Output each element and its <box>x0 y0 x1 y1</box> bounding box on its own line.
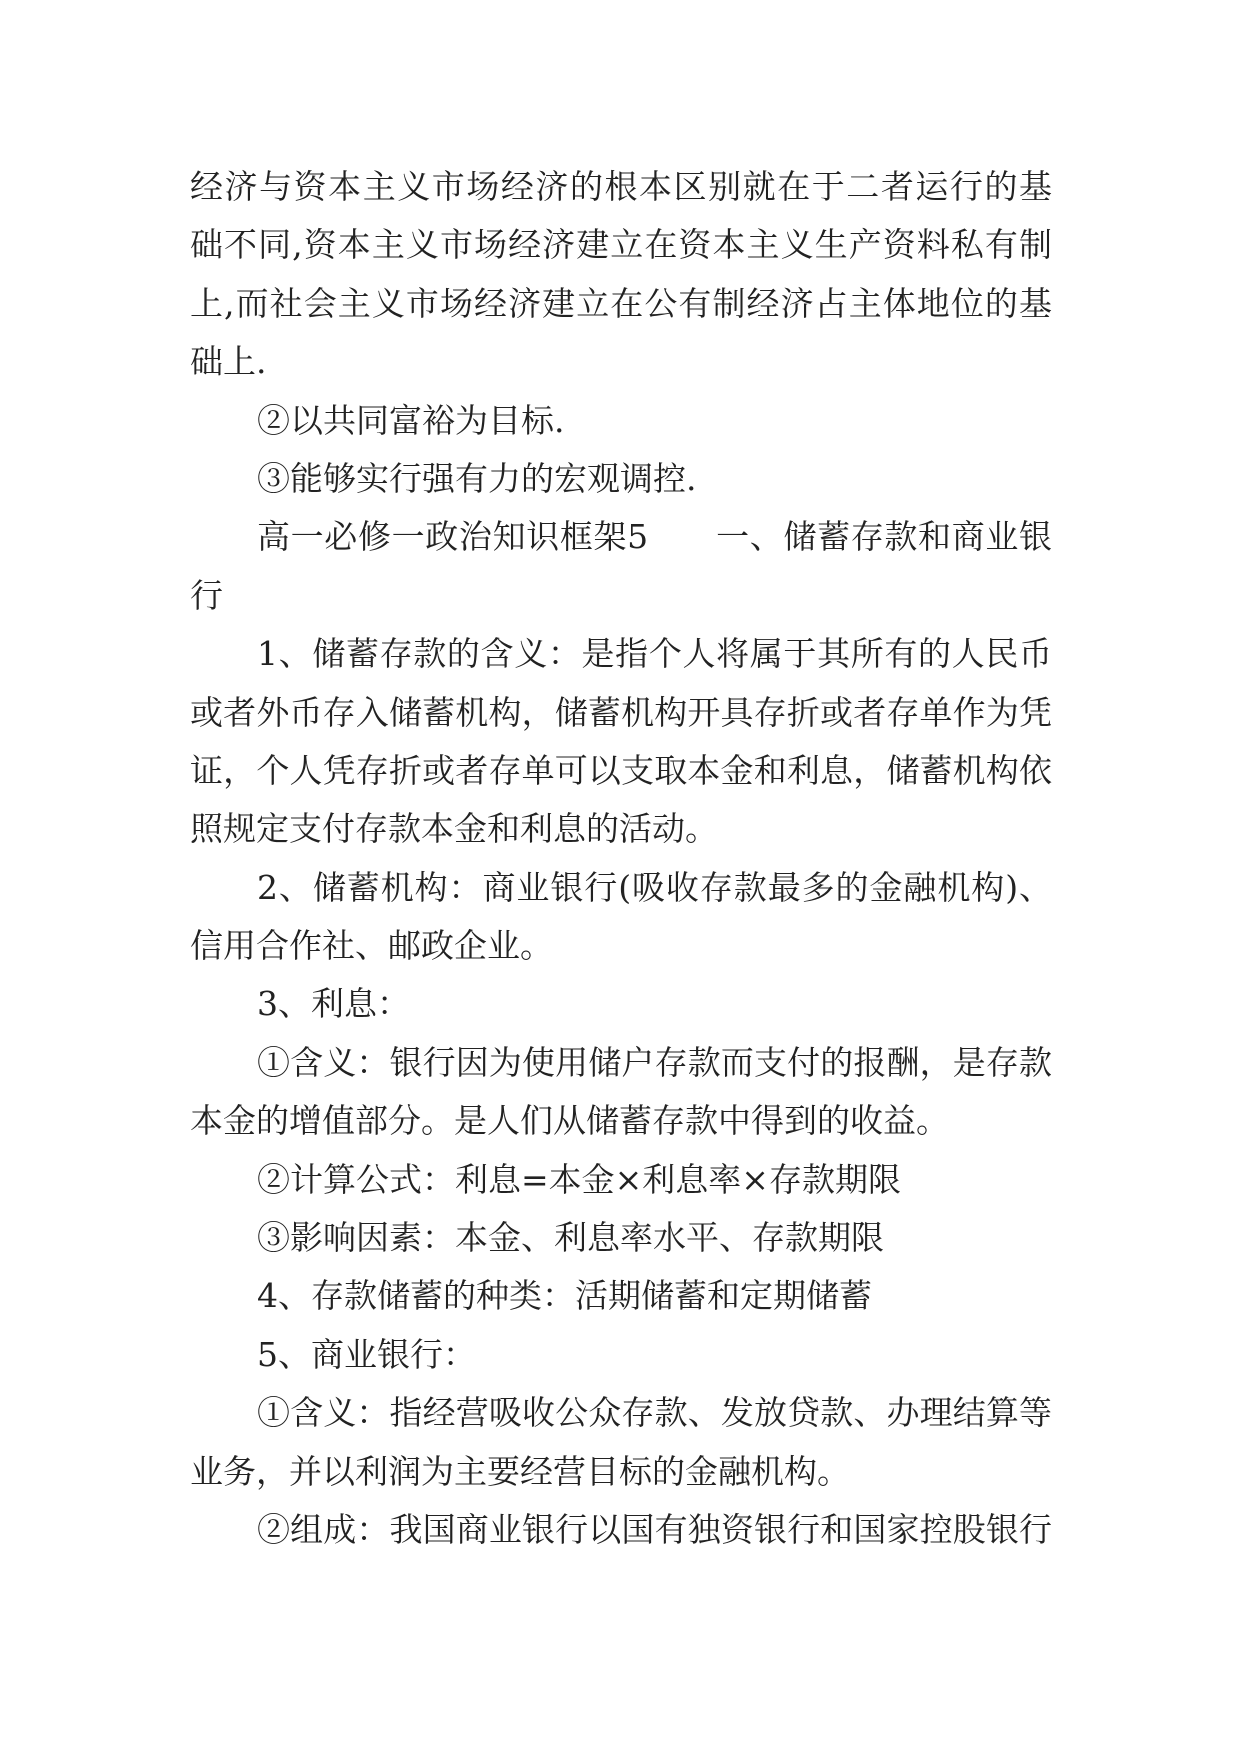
paragraph <box>190 1034 1052 1151</box>
text-line: 业务，并以利润为主要经营目标的金融机构。 <box>190 1451 850 1491</box>
text-line: ③影响因素：本金、利息率水平、存款期限 <box>257 1218 884 1258</box>
paragraph <box>190 1501 1052 1559</box>
text-line: 2、储蓄机构：商业银行(吸收存款最多的金融机构)、 <box>257 867 1052 907</box>
text-line: ②计算公式：利息=本金×利息率×存款期限 <box>257 1159 901 1199</box>
text-line: 照规定支付存款本金和利息的活动。 <box>190 809 718 849</box>
paragraph <box>190 1384 1052 1501</box>
text-line: 或者外币存入储蓄机构，储蓄机构开具存折或者存单作为凭 <box>190 692 1052 732</box>
text-line: 5、商业银行： <box>257 1334 476 1374</box>
text-line: 上,而社会主义市场经济建立在公有制经济占主体地位的基 <box>190 283 1052 323</box>
paragraph <box>190 859 1052 976</box>
text-line: 本金的增值部分。是人们从储蓄存款中得到的收益。 <box>190 1101 949 1141</box>
paragraph <box>190 392 1052 450</box>
text-line: ①含义：银行因为使用储户存款而支付的报酬，是存款 <box>257 1042 1052 1082</box>
text-line: 础上. <box>190 342 267 382</box>
paragraph <box>190 1267 1052 1325</box>
text-line: ①含义：指经营吸收公众存款、发放贷款、办理结算等 <box>257 1393 1052 1433</box>
paragraph <box>190 158 1052 392</box>
text-line: 3、利息： <box>257 984 410 1024</box>
text-line: ②以共同富裕为目标. <box>257 400 565 440</box>
text-line: 1、储蓄存款的含义：是指个人将属于其所有的人民币 <box>257 634 1052 674</box>
text-line: 础不同,资本主义市场经济建立在资本主义生产资料私有制 <box>190 225 1052 265</box>
text-line: ②组成：我国商业银行以国有独资银行和国家控股银行 <box>257 1509 1052 1549</box>
paragraph <box>190 625 1052 859</box>
text-line: 4、存款储蓄的种类：活期储蓄和定期储蓄 <box>257 1276 872 1316</box>
text-line: 行 <box>190 575 223 615</box>
paragraph <box>190 450 1052 508</box>
text-line: ③能够实行强有力的宏观调控. <box>257 458 697 498</box>
text-line: 证，个人凭存折或者存单可以支取本金和利息，储蓄机构依 <box>190 750 1052 790</box>
paragraph <box>190 1326 1052 1384</box>
paragraph <box>190 1209 1052 1267</box>
paragraph <box>190 975 1052 1033</box>
paragraph <box>190 1151 1052 1209</box>
document-body <box>190 158 1052 1559</box>
section-heading <box>190 508 1052 625</box>
text-line: 信用合作社、邮政企业。 <box>190 926 553 966</box>
text-line: 高一必修一政治知识框架5 一、储蓄存款和商业银 <box>257 517 1052 557</box>
text-line: 经济与资本主义市场经济的根本区别就在于二者运行的基 <box>190 167 1052 206</box>
